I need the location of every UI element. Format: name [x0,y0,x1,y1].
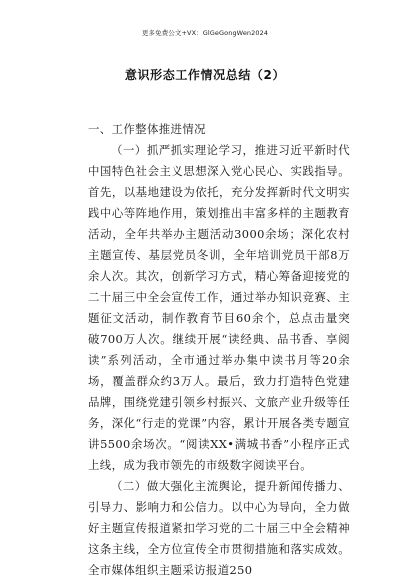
document-title: 意识形态工作情况总结（2） [124,68,286,82]
header-note: 更多免费公文+VX：GlGeGongWen2024 [141,29,269,37]
paragraph-2: （二）做大强化主流舆论，提升新闻传播力、引导力、影响力和公信力。以中心为导向，全力做好主题宣传报道紧扣学习党的二十届三中全会精神这条主线，全方位宣传全市贯彻措施和落实成效。全市媒体组织主题采访报道250 [88,479,350,577]
section-heading: 一、工作整体推进情况 [88,122,206,136]
paragraph-1: （一）抓严抓实理论学习，推进习近平新时代中国特色社会主义思想深入党心民心、实践指导。首先，以基地建设为依托，充分发挥新时代文明实践中心等阵地作用，策划推出丰富多样的主题教育活动，全年共举办主题活动3000余场；深化农村主题宣传、基层党员冬训，全年培训党员干部8万余人次。其次，创新学习方式，精心筹备迎接党的二十届三中全会宣传工作，通过举办知识竞赛、主题征文活动，制作教育节目60余个，总点击量突破700万人次。继续开展“读经典、品书香、享阅读”系列活动，全市通过举办集中读书月等20余场，覆盖群众约3万人。最后，致力打造特色党建品牌，围绕党建引领乡村振兴、文旅产业升级等任务，深化“行走的党课”内容，累计开展各类专题宣讲5500余场次。“阅读XX•满城书香”小程序正式上线，成为我市领先的市级数字阅读平台。 [88,143,350,472]
document-body [88,119,350,581]
